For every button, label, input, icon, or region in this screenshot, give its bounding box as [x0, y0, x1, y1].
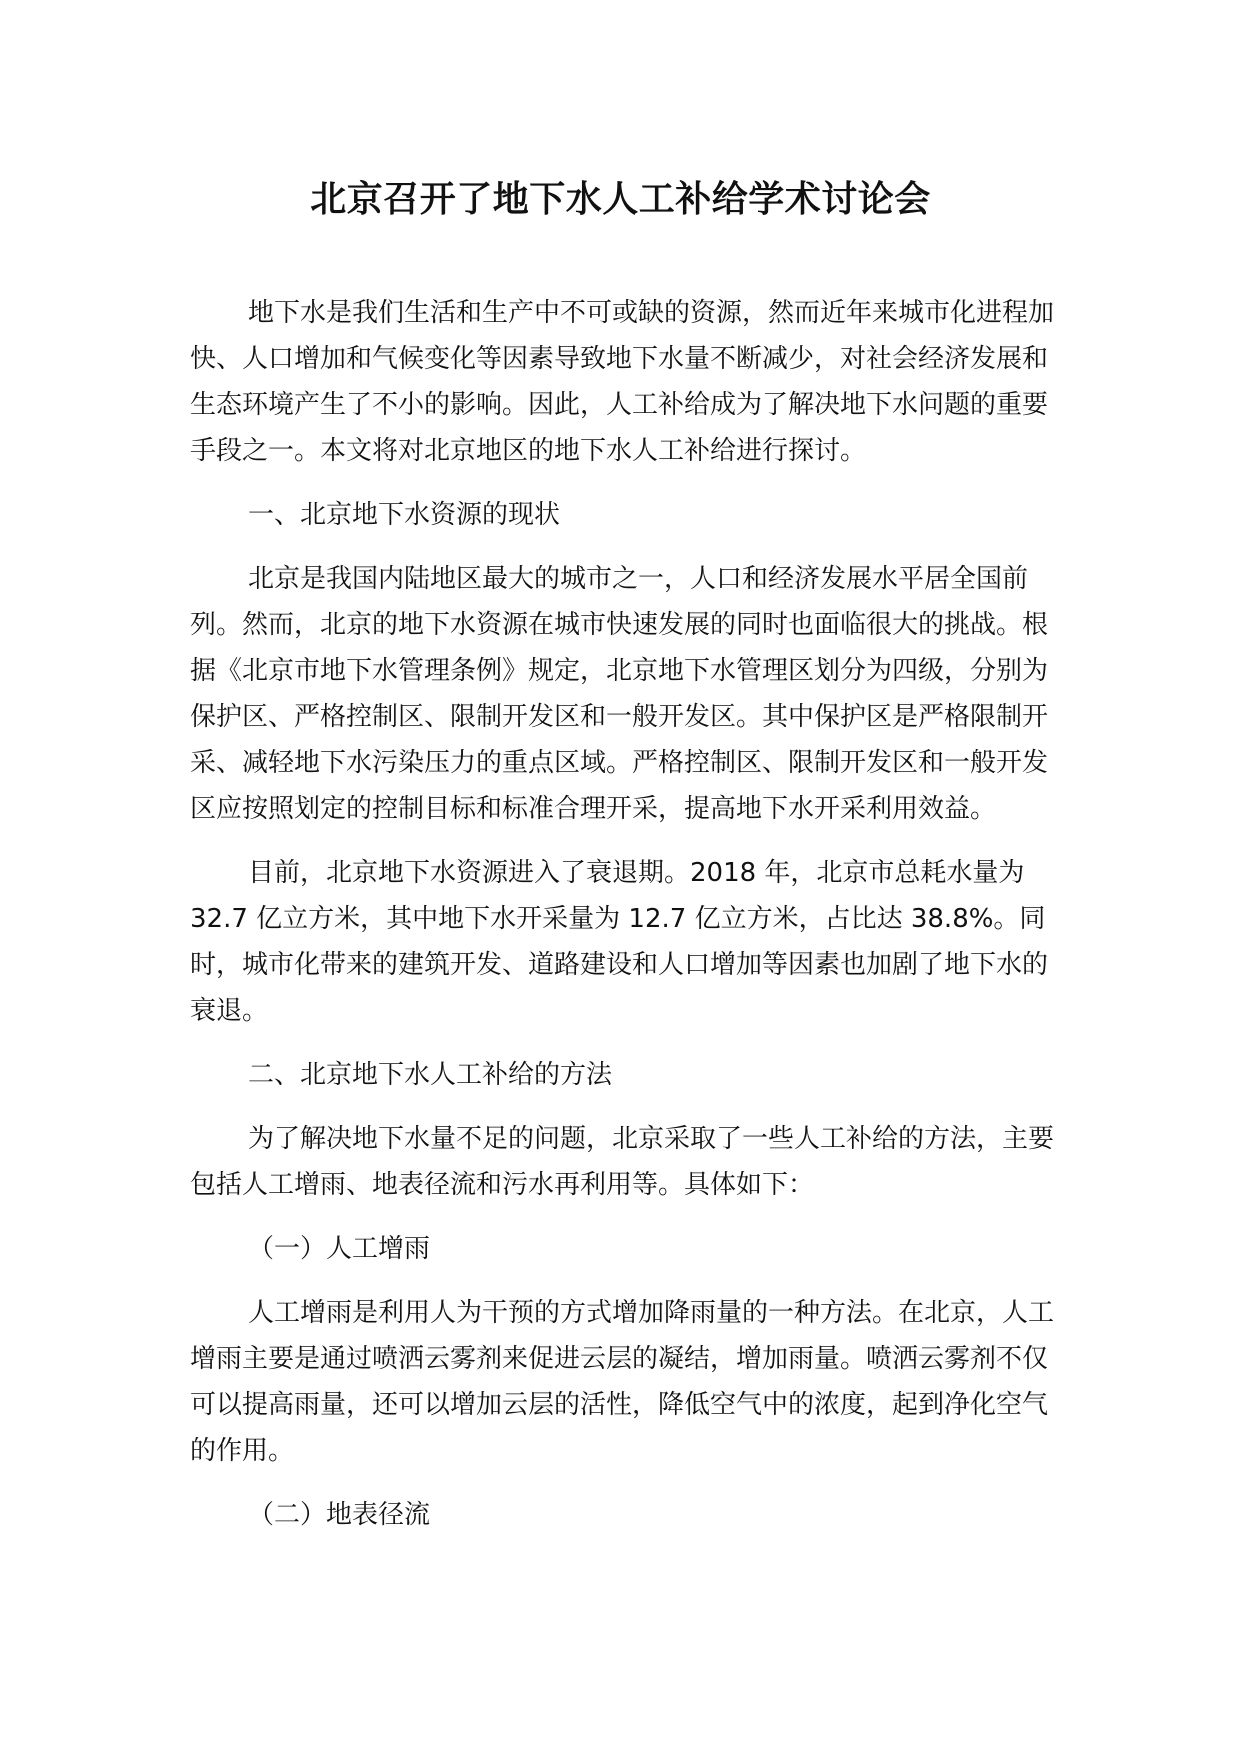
section-heading-1: 一、北京地下水资源的现状	[248, 500, 561, 530]
intro-paragraph: 地下水是我们生活和生产中不可或缺的资源，然而近年来城市化进程加快、人口增加和气候变化等因素导致地下水量不断减少，对社会经济发展和生态环境产生了不小的影响。因此，人工补给成为了解决地下水问题的重要手段之一。本文将对北京地区的地下水人工补给进行探讨。	[190, 298, 1055, 466]
section-2-paragraph-1: 为了解决地下水量不足的问题，北京采取了一些人工补给的方法，主要包括人工增雨、地表径流和污水再利用等。具体如下：	[190, 1124, 1055, 1200]
section-1-paragraph-2: 目前，北京地下水资源进入了衰退期。2018 年，北京市总耗水量为 32.7 亿立方米，其中地下水开采量为 12.7 亿立方米，占比达 38.8%。同时，城市化带来的建筑开发、道路建设和人口增加等因素也加剧了地下水的衰退。	[190, 858, 1049, 1026]
subsection-heading-1: （一）人工增雨	[248, 1234, 431, 1264]
document-body	[190, 290, 1070, 1556]
subsection-heading-2: （二）地表径流	[248, 1500, 431, 1530]
section-heading-2: 二、北京地下水人工补给的方法	[248, 1060, 613, 1090]
document-title: 北京召开了地下水人工补给学术讨论会	[310, 179, 931, 220]
section-1-paragraph-1: 北京是我国内陆地区最大的城市之一，人口和经济发展水平居全国前列。然而，北京的地下水资源在城市快速发展的同时也面临很大的挑战。根据《北京市地下水管理条例》规定，北京地下水管理区划分为四级，分别为保护区、严格控制区、限制开发区和一般开发区。其中保护区是严格限制开采、减轻地下水污染压力的重点区域。严格控制区、限制开发区和一般开发区应按照划定的控制目标和标准合理开采，提高地下水开采利用效益。	[190, 564, 1049, 824]
subsection-1-paragraph: 人工增雨是利用人为干预的方式增加降雨量的一种方法。在北京，人工增雨主要是通过喷洒云雾剂来促进云层的凝结，增加雨量。喷洒云雾剂不仅可以提高雨量，还可以增加云层的活性，降低空气中的浓度，起到净化空气的作用。	[190, 1298, 1055, 1466]
